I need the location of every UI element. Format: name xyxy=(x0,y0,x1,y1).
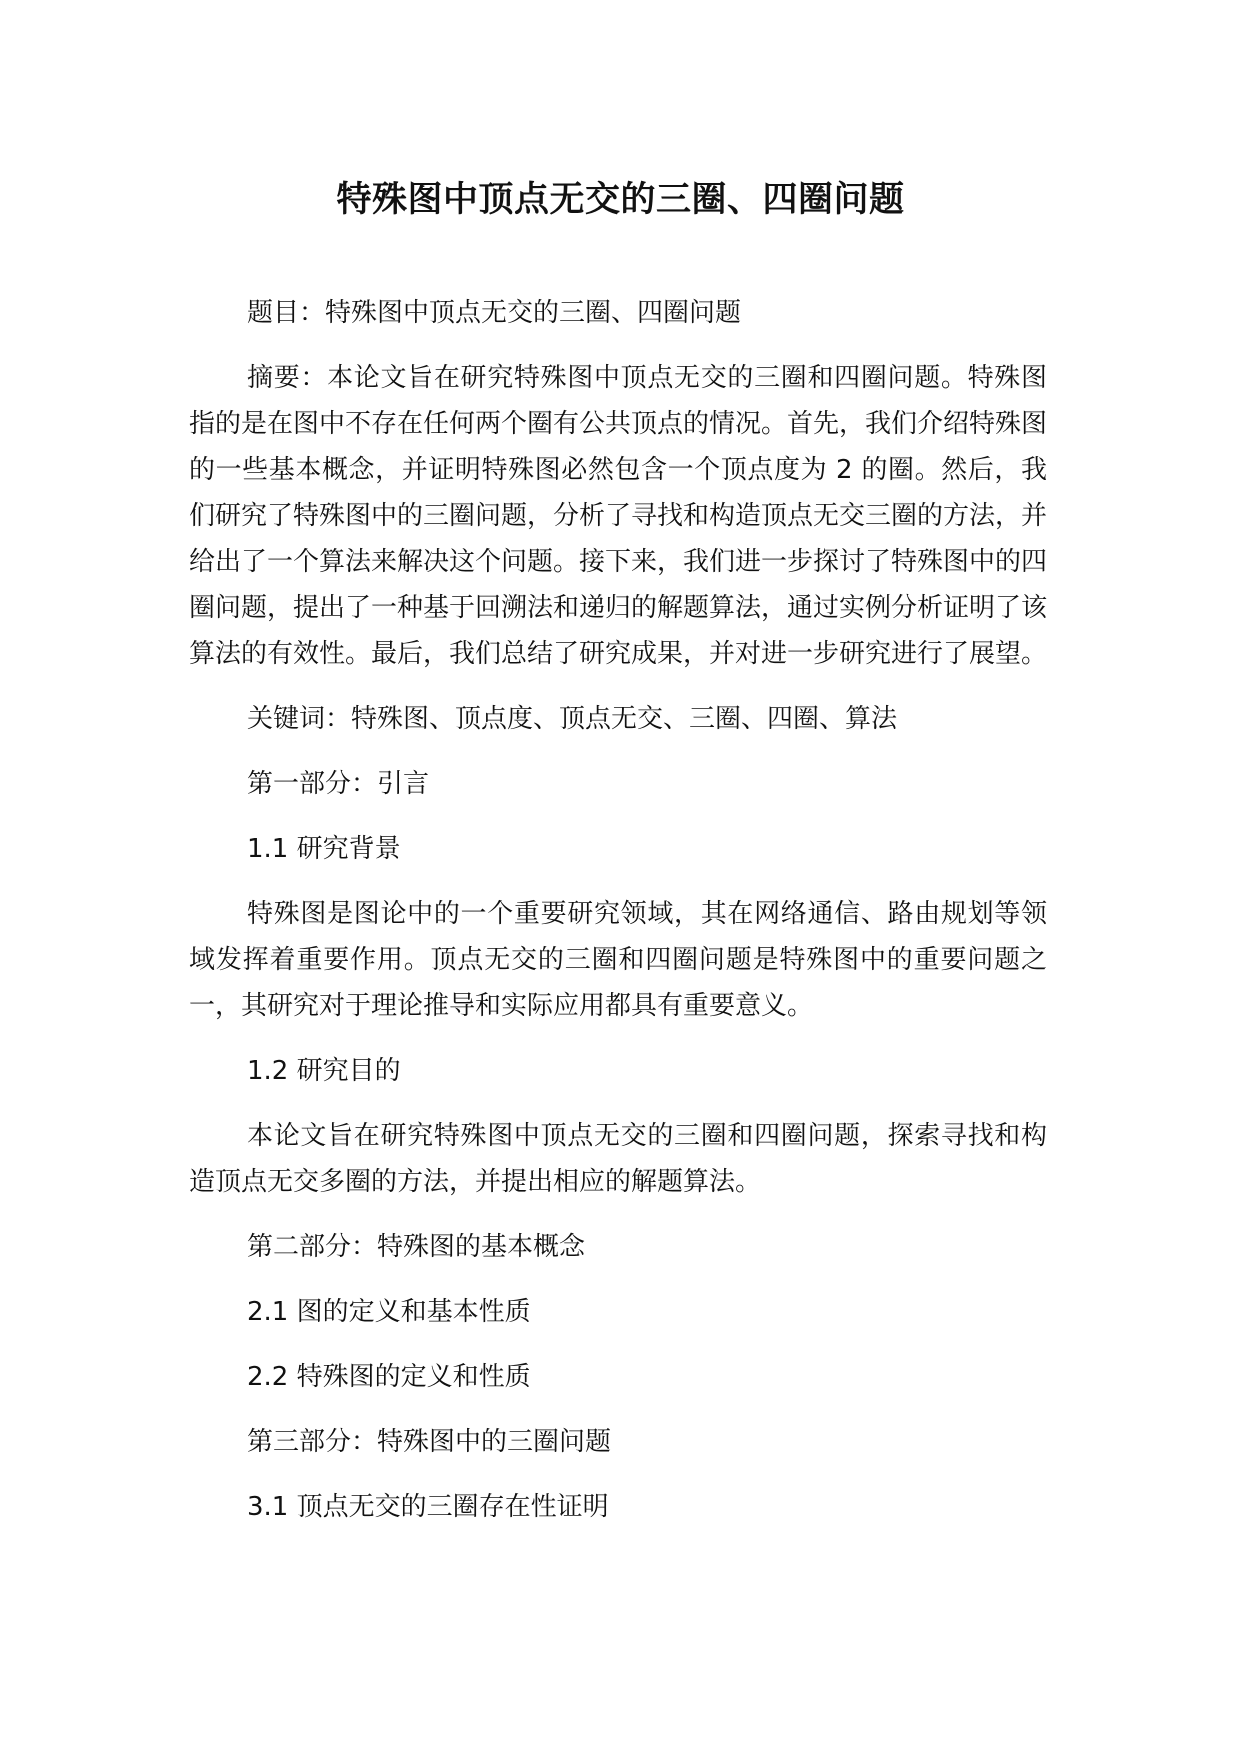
section-heading-part-3: 第三部分：特殊图中的三圈问题 xyxy=(247,1427,612,1457)
subsection-heading-1-2: 1.2 研究目的 xyxy=(247,1056,401,1086)
document-title: 特殊图中顶点无交的三圈、四圈问题 xyxy=(336,180,905,220)
body-paragraph-background: 特殊图是图论中的一个重要研究领域，其在网络通信、路由规划等领域发挥着重要作用。顶点无交的三圈和四圈问题是特殊图中的重要问题之一，其研究对于理论推导和实际应用都具有重要意义。 xyxy=(189,899,1047,1021)
section-heading-part-1: 第一部分：引言 xyxy=(247,769,430,799)
body-paragraph-purpose: 本论文旨在研究特殊图中顶点无交的三圈和四圈问题，探索寻找和构造顶点无交多圈的方法，并提出相应的解题算法。 xyxy=(189,1121,1047,1197)
subsection-heading-1-1: 1.1 研究背景 xyxy=(247,834,401,864)
keywords-line: 关键词：特殊图、顶点度、顶点无交、三圈、四圈、算法 xyxy=(247,704,898,734)
subsection-heading-2-2: 2.2 特殊图的定义和性质 xyxy=(247,1362,531,1392)
subsection-heading-2-1: 2.1 图的定义和基本性质 xyxy=(247,1297,531,1327)
section-heading-part-2: 第二部分：特殊图的基本概念 xyxy=(247,1232,586,1262)
paper-title-line: 题目：特殊图中顶点无交的三圈、四圈问题 xyxy=(247,298,742,328)
subsection-heading-3-1: 3.1 顶点无交的三圈存在性证明 xyxy=(247,1492,609,1522)
document-body xyxy=(189,290,1047,1549)
abstract-paragraph: 摘要：本论文旨在研究特殊图中顶点无交的三圈和四圈问题。特殊图指的是在图中不存在任何两个圈有公共顶点的情况。首先，我们介绍特殊图的一些基本概念，并证明特殊图必然包含一个顶点度为 2 的圈。然后，我们研究了特殊图中的三圈问题，分析了寻找和构造顶点无交三圈的方法，并给出了一个算法来解决这个问题。接下来，我们进一步探讨了特殊图中的四圈问题，提出了一种基于回溯法和递归的解题算法，通过实例分析证明了该算法的有效性。最后，我们总结了研究成果，并对进一步研究进行了展望。 xyxy=(189,363,1048,669)
